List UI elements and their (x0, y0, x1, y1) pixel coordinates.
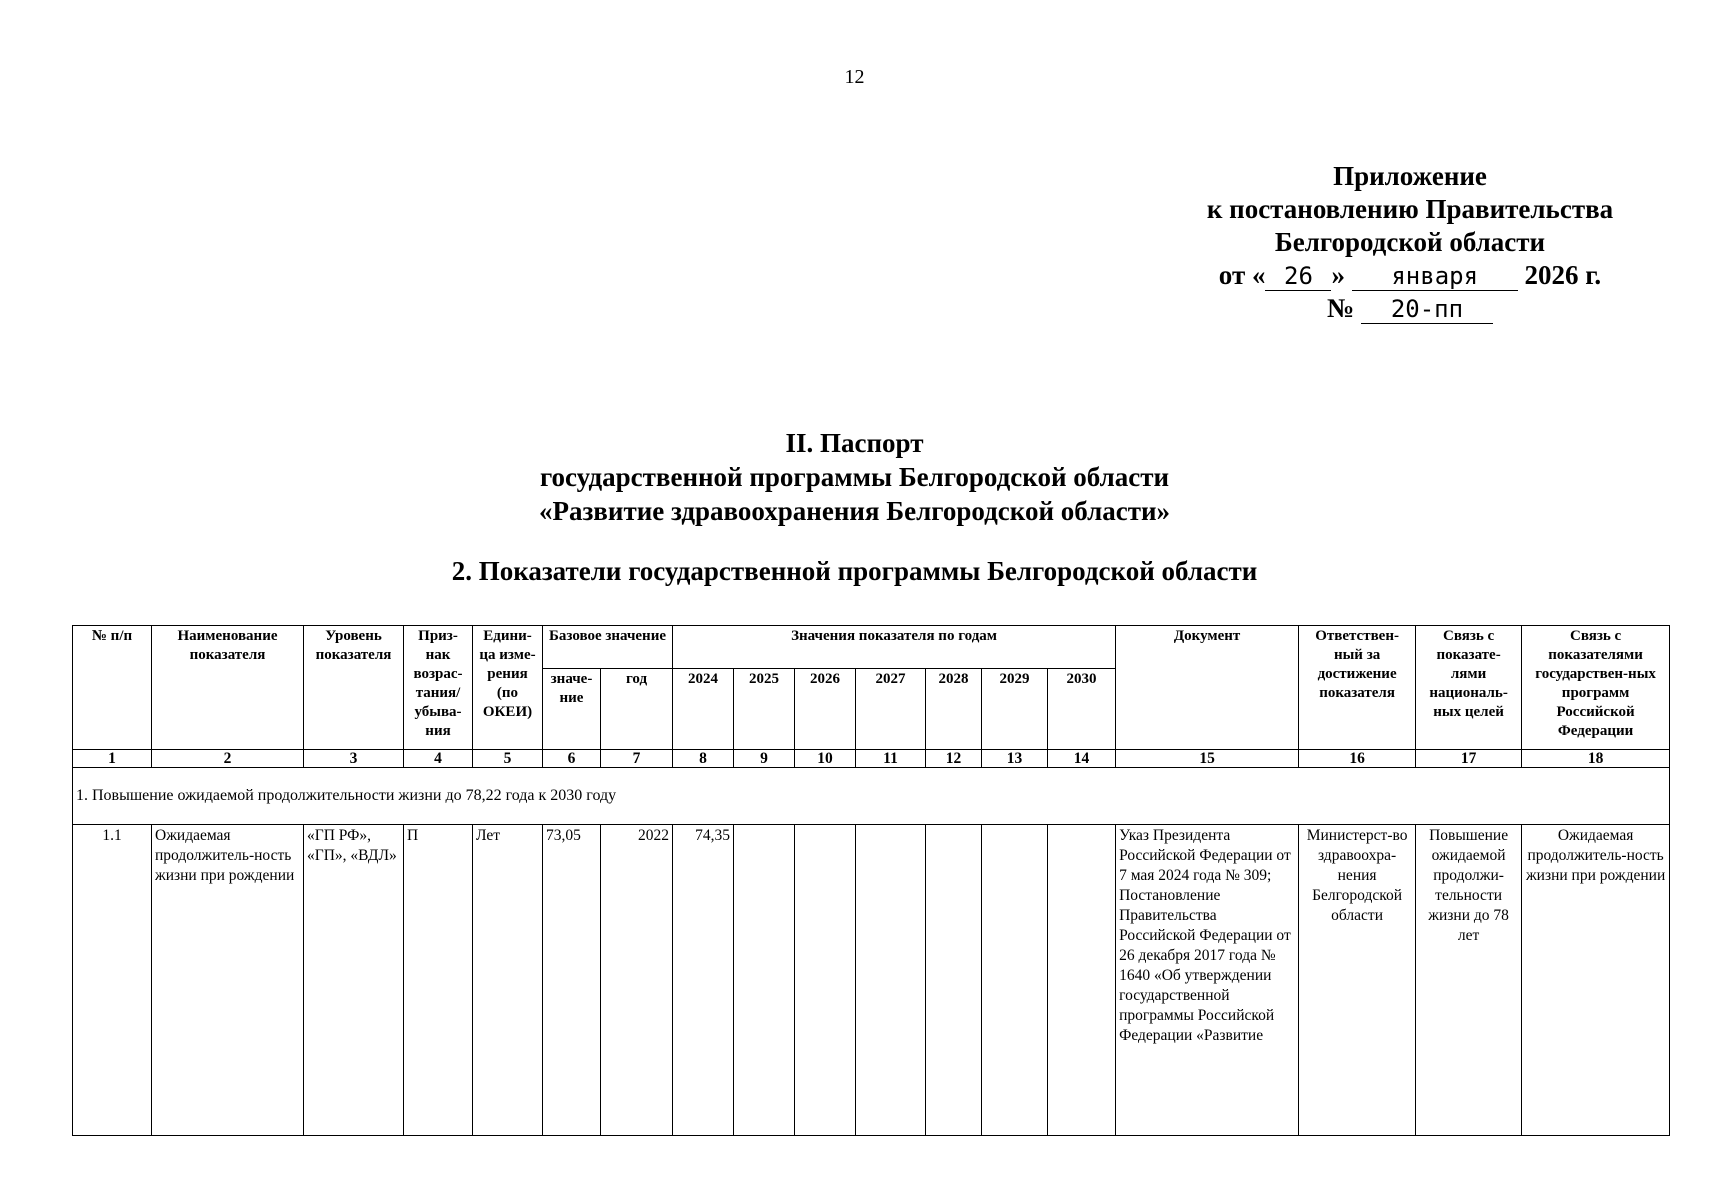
column-numbers-row (73, 750, 1670, 768)
column-number: 7 (601, 750, 673, 768)
column-number: 6 (543, 750, 601, 768)
cell-year-2026 (795, 825, 856, 1136)
column-number: 2 (152, 750, 304, 768)
annex-number (1180, 292, 1640, 325)
header-national-goals: Связь с показате-лями националь-ных целей (1416, 626, 1522, 750)
column-number: 16 (1299, 750, 1416, 768)
date-day: 26 (1265, 262, 1331, 291)
cell-year-2030 (1048, 825, 1116, 1136)
indicators-table (72, 625, 1670, 1136)
header-year-2025: 2025 (734, 669, 795, 750)
cell-federal-programs: Ожидаемая продолжитель-ность жизни при рождении (1522, 825, 1670, 1136)
header-year-2026: 2026 (795, 669, 856, 750)
column-number: 15 (1116, 750, 1299, 768)
cell-year-2025 (734, 825, 795, 1136)
column-number: 8 (673, 750, 734, 768)
goal-row (73, 768, 1670, 825)
cell-base-value: 73,05 (543, 825, 601, 1136)
cell-year-2029 (982, 825, 1048, 1136)
cell-document: Указ Президента Российской Федерации от 7 мая 2024 года № 309; Постановление Правительства Российской Федерации от 26 декабря 2017 года № 1640 «Об утверждении государственной программы Российской Федерации «Развитие (1116, 825, 1299, 1136)
number-value: 20-пп (1361, 295, 1493, 324)
document-title-line-3: «Развитие здравоохранения Белгородской области» (538, 496, 1171, 526)
document-title (0, 426, 1709, 528)
column-number: 5 (473, 750, 543, 768)
cell-year-2027 (856, 825, 926, 1136)
cell-year-2028 (926, 825, 982, 1136)
annex-date (1180, 259, 1640, 292)
header-num: № п/п (73, 626, 152, 750)
header-row-top (73, 626, 1670, 669)
number-label: № (1327, 293, 1355, 323)
date-prefix: от « (1218, 260, 1266, 290)
annex-line-2: к постановлению Правительства (1206, 194, 1614, 224)
column-number: 14 (1048, 750, 1116, 768)
date-month: января (1352, 262, 1518, 291)
document-title-line-1: II. Паспорт (785, 428, 924, 458)
header-base-value: значе-ние (543, 669, 601, 750)
header-years-group: Значения показателя по годам (673, 626, 1116, 669)
annex-block (1180, 160, 1640, 325)
header-year-2024: 2024 (673, 669, 734, 750)
header-unit: Едини-ца изме-рения (по ОКЕИ) (473, 626, 543, 750)
header-year-2030: 2030 (1048, 669, 1116, 750)
column-number: 17 (1416, 750, 1522, 768)
column-number: 9 (734, 750, 795, 768)
header-year-2028: 2028 (926, 669, 982, 750)
document-title-line-2: государственной программы Белгородской области (539, 462, 1170, 492)
cell-level: «ГП РФ», «ГП», «ВДЛ» (304, 825, 404, 1136)
date-year: 2026 г. (1524, 260, 1602, 290)
column-number: 4 (404, 750, 473, 768)
cell-name: Ожидаемая продолжитель-ность жизни при рождении (152, 825, 304, 1136)
header-base: Базовое значение (543, 626, 673, 669)
column-number: 12 (926, 750, 982, 768)
annex-line-3: Белгородской области (1274, 227, 1546, 257)
header-name: Наименование показателя (152, 626, 304, 750)
cell-national-goals: Повышение ожидаемой продолжи-тельности жизни до 78 лет (1416, 825, 1522, 1136)
cell-base-year: 2022 (601, 825, 673, 1136)
column-number: 1 (73, 750, 152, 768)
header-responsible: Ответствен-ный за достижение показателя (1299, 626, 1416, 750)
header-base-year: год (601, 669, 673, 750)
date-mid: » (1331, 260, 1345, 290)
page-number: 12 (844, 66, 865, 88)
column-number: 10 (795, 750, 856, 768)
column-number: 18 (1522, 750, 1670, 768)
cell-year-2024: 74,35 (673, 825, 734, 1136)
header-year-2027: 2027 (856, 669, 926, 750)
column-number: 3 (304, 750, 404, 768)
header-federal-programs: Связь с показателями государствен-ных программ Российской Федерации (1522, 626, 1670, 750)
section-title: 2. Показатели государственной программы Белгородской области (451, 556, 1258, 586)
cell-sign: П (404, 825, 473, 1136)
column-number: 11 (856, 750, 926, 768)
cell-responsible: Министерст-во здравоохра-нения Белгородской области (1299, 825, 1416, 1136)
header-level: Уровень показателя (304, 626, 404, 750)
cell-unit: Лет (473, 825, 543, 1136)
annex-title: Приложение (1333, 161, 1487, 191)
goal-text: 1. Повышение ожидаемой продолжительности жизни до 78,22 года к 2030 году (73, 768, 1670, 825)
cell-num: 1.1 (73, 825, 152, 1136)
header-document: Документ (1116, 626, 1299, 750)
table-row (73, 825, 1670, 1136)
column-number: 13 (982, 750, 1048, 768)
header-sign: Приз-нак возрас-тания/ убыва-ния (404, 626, 473, 750)
header-year-2029: 2029 (982, 669, 1048, 750)
